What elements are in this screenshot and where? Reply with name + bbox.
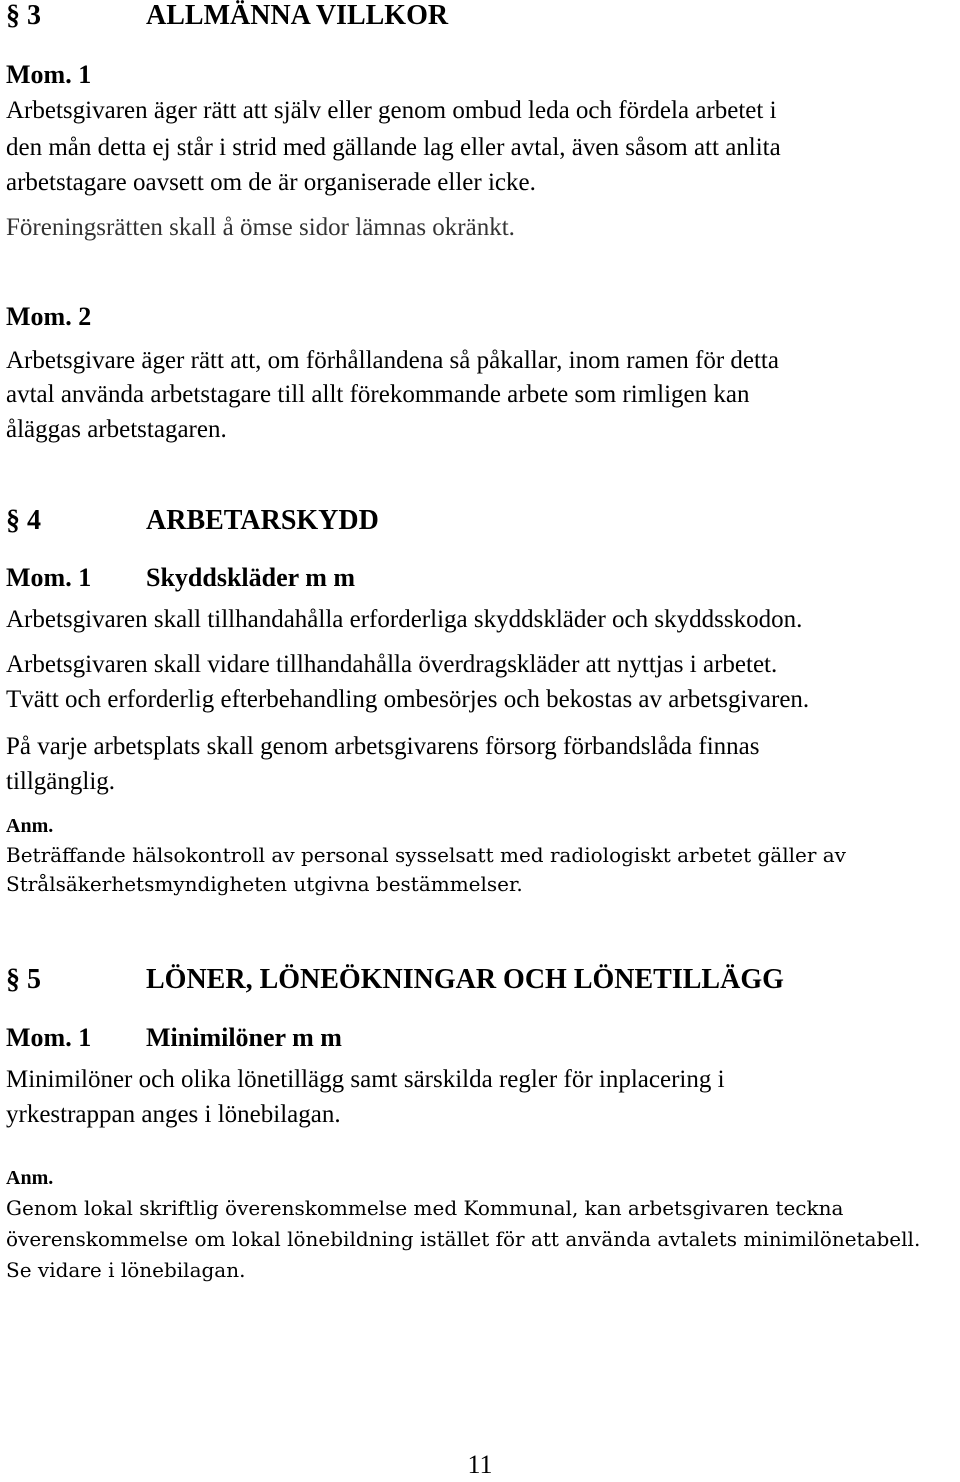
page-number: 11 (467, 1450, 493, 1479)
section-4-number: § 4 (6, 505, 41, 536)
s4-mom1-paragraph-2-line-1: Arbetsgivaren skall vidare tillhandahålla överdragskläder att nyttjas i arbetet. (6, 651, 778, 678)
s4-mom1-paragraph-2-line-2: Tvätt och erforderlig efterbehandling ombesörjes och bekostas av arbetsgivaren. (6, 686, 810, 713)
s4-anm-line-2: Strålsäkerhetsmyndigheten utgivna bestämmelser. (6, 872, 523, 896)
s3-mom1-paragraph-2: Föreningsrätten skall å ömse sidor lämnas okränkt. (6, 214, 515, 241)
s3-mom2-line-1: Arbetsgivare äger rätt att, om förhållandena så påkallar, inom ramen för detta (6, 347, 779, 374)
section-5-title: LÖNER, LÖNEÖKNINGAR OCH LÖNETILLÄGG (146, 964, 784, 995)
s5-mom1-label: Mom. 1 (6, 1023, 92, 1052)
s3-mom2-label: Mom. 2 (6, 302, 92, 331)
s4-mom1-paragraph-1: Arbetsgivaren skall tillhandahålla erforderliga skyddskläder och skyddsskodon. (6, 606, 803, 633)
s3-mom1-line-1: Arbetsgivaren äger rätt att själv eller genom ombud leda och fördela arbetet i (6, 97, 777, 124)
section-5-number: § 5 (6, 964, 41, 995)
s4-mom1-paragraph-3-line-2: tillgänglig. (6, 768, 116, 795)
s3-mom1-label: Mom. 1 (6, 60, 92, 89)
s4-anm-label: Anm. (6, 815, 54, 837)
section-3-title: ALLMÄNNA VILLKOR (146, 0, 449, 31)
s5-mom1-title: Minimilöner m m (146, 1023, 342, 1052)
s5-anm-line-1: Genom lokal skriftlig överenskommelse med Kommunal, kan arbetsgivaren teckna (6, 1196, 844, 1220)
s5-mom1-line-1: Minimilöner och olika lönetillägg samt särskilda regler för inplacering i (6, 1066, 725, 1093)
s5-anm-line-2: överenskommelse om lokal lönebildning istället för att använda avtalets minimilönetabell. (6, 1227, 921, 1251)
section-3-heading (6, 0, 906, 34)
s3-mom2-line-3: åläggas arbetstagaren. (6, 416, 227, 443)
s4-anm-line-1: Beträffande hälsokontroll av personal sysselsatt med radiologiskt arbetet gäller av (6, 843, 846, 867)
s5-mom1-heading (6, 1023, 906, 1057)
s5-anm-line-3: Se vidare i lönebilagan. (6, 1258, 246, 1282)
s4-mom1-title: Skyddskläder m m (146, 563, 356, 592)
s4-mom1-paragraph-3-line-1: På varje arbetsplats skall genom arbetsgivarens försorg förbandslåda finnas (6, 733, 760, 760)
s5-anm-label: Anm. (6, 1167, 54, 1189)
s5-mom1-line-2: yrkestrappan anges i lönebilagan. (6, 1101, 341, 1128)
section-5-heading (6, 964, 906, 998)
section-4-title: ARBETARSKYDD (146, 505, 379, 536)
section-3-number: § 3 (6, 0, 41, 31)
s3-mom2-line-2: avtal använda arbetstagare till allt förekommande arbete som rimligen kan (6, 381, 750, 408)
s3-mom1-line-3: arbetstagare oavsett om de är organiserade eller icke. (6, 169, 536, 196)
section-4-heading (6, 505, 906, 539)
s4-mom1-heading (6, 563, 906, 597)
s3-mom1-line-2: den mån detta ej står i strid med gällande lag eller avtal, även såsom att anlita (6, 134, 781, 161)
s4-mom1-label: Mom. 1 (6, 563, 92, 592)
